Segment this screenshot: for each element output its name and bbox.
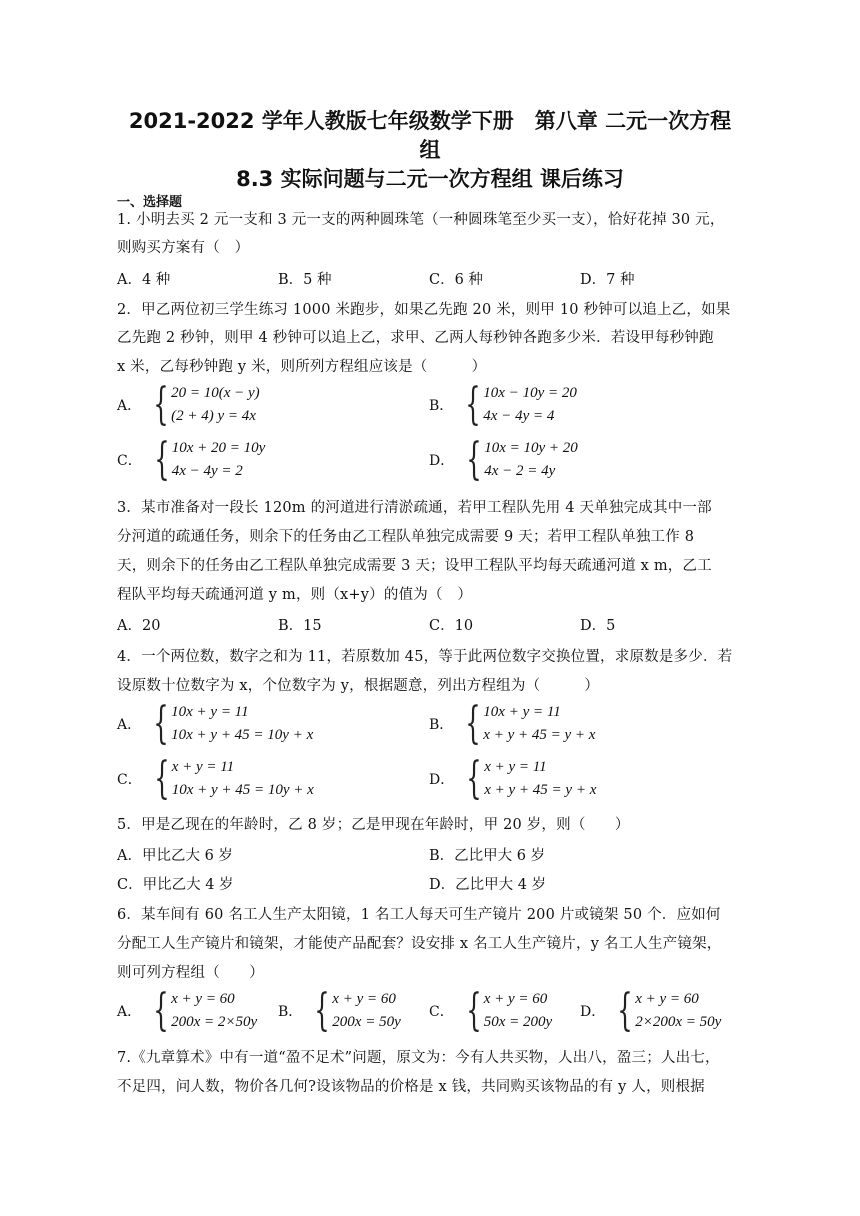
equation: 20 = 10(x − y) (171, 385, 260, 401)
q3-option-c: C．10 (429, 618, 474, 634)
section-heading: 一、选择题 (117, 195, 183, 210)
option-label: C． (429, 1004, 454, 1020)
brace-icon: { (314, 985, 330, 1036)
option-label: D． (429, 453, 455, 469)
q5-option-a: A．甲比乙大 6 岁 (117, 848, 233, 864)
option-label: A． (117, 717, 142, 733)
q2-option-b (429, 379, 577, 430)
q3-line1: 3．某市准备对一段长 120m 的河道进行清淤疏通，若甲工程队先用 4 天单独完成其中一部 (117, 500, 712, 516)
equation: x + y = 60 (635, 991, 699, 1007)
equation: x + y + 45 = y + x (484, 782, 597, 798)
q3-option-b: B．15 (278, 618, 322, 634)
q2-line1: 2．甲乙两位初三学生练习 1000 米跑步，如果乙先跑 20 米，则甲 10 秒钟可以追上乙，如果 (117, 302, 731, 318)
equation: 10x + y + 45 = 10y + x (171, 727, 314, 743)
equation: 10x + 20 = 10y (171, 440, 266, 456)
equation: 4x − 2 = 4y (484, 463, 556, 479)
option-label: C． (117, 772, 142, 788)
brace-icon: { (465, 379, 481, 430)
option-label: A． (117, 1004, 142, 1020)
equation: x + y = 60 (171, 991, 235, 1007)
q6-option-c (429, 985, 553, 1036)
q2-line3: x 米，乙每秒钟跑 y 米，则所列方程组应该是（ ） (117, 359, 487, 375)
q3-line3: 天，则余下的任务由乙工程队单独完成需要 3 天；设甲工程队平均每天疏通河道 x m，乙工 (117, 558, 712, 574)
q1-line1: 1. 小明去买 2 元一支和 3 元一支的两种圆珠笔（一种圆珠笔至少买一支），恰好花掉 30 元， (117, 212, 725, 228)
q2-line2: 乙先跑 2 秒钟，则甲 4 秒钟可以追上乙，求甲、乙两人每秒钟各跑多少米．若设甲每秒钟跑 (117, 330, 714, 346)
equation: 200x = 50y (332, 1014, 401, 1030)
q3-option-a: A．20 (117, 618, 161, 634)
equation: 10x − 10y = 20 (483, 385, 577, 401)
q1-line2: 则购买方案有（ ） (117, 240, 250, 256)
doc-title-line2: 组 (419, 138, 441, 162)
brace-icon: { (617, 985, 633, 1036)
brace-icon: { (466, 753, 482, 804)
q1-option-c: C．6 种 (429, 272, 483, 288)
brace-icon: { (466, 434, 482, 485)
q4-line1: 4．一个两位数，数字之和为 11，若原数加 45，等于此两位数字交换位置，求原数是多少．若 (117, 649, 733, 665)
equation: 4x − 4y = 4 (483, 408, 555, 424)
q4-option-b (429, 698, 596, 749)
option-label: B． (429, 717, 454, 733)
q1-option-b: B．5 种 (278, 272, 332, 288)
q3-option-d: D．5 (580, 618, 616, 634)
equation: 10x + y + 45 = 10y + x (171, 782, 314, 798)
q5-option-d: D．乙比甲大 4 岁 (429, 877, 547, 893)
option-label: A． (117, 398, 142, 414)
q6-line2: 分配工人生产镜片和镜架，才能使产品配套？设安排 x 名工人生产镜片，y 名工人生产镜架， (117, 936, 722, 952)
q4-option-c (117, 753, 314, 804)
equation: (2 + 4) y = 4x (171, 408, 256, 424)
q6-option-d (580, 985, 722, 1036)
equation: x + y + 45 = y + x (483, 727, 596, 743)
q4-option-d (429, 753, 597, 804)
option-label: C． (117, 453, 142, 469)
q4-option-a (117, 698, 314, 749)
doc-title-line1: 2021-2022 学年人教版七年级数学下册 第八章 二元一次方程 (128, 109, 732, 133)
equation: 50x = 200y (483, 1014, 553, 1030)
brace-icon: { (466, 985, 482, 1036)
q6-option-b (278, 985, 401, 1036)
option-label: D． (429, 772, 455, 788)
option-label: B． (278, 1004, 303, 1020)
equation: 10x + y = 11 (171, 704, 249, 720)
equation: 2×200x = 50y (635, 1014, 722, 1030)
option-label: D． (580, 1004, 606, 1020)
q3-line4: 程队平均每天疏通河道 y m，则（x+y）的值为（ ） (117, 587, 473, 603)
q1-option-a: A．4 种 (117, 272, 171, 288)
equation: 10x + y = 11 (483, 704, 561, 720)
q4-line2: 设原数十位数字为 x，个位数字为 y，根据题意，列出方程组为（ ） (117, 678, 600, 694)
equation: x + y = 60 (332, 991, 396, 1007)
q6-line3: 则可列方程组（ ） (117, 965, 264, 981)
q6-option-a (117, 985, 258, 1036)
brace-icon: { (154, 434, 170, 485)
brace-icon: { (153, 379, 169, 430)
q5-option-c: C．甲比乙大 4 岁 (117, 877, 234, 893)
q7-line2: 不足四，问人数，物价各几何?设该物品的价格是 x 钱，共同购买该物品的有 y 人，则根据 (117, 1079, 705, 1095)
q7-line1: 7.《九章算术》中有一道“盈不足术”问题，原文为：今有人共买物，人出八，盈三；人出七， (117, 1050, 720, 1066)
q2-option-a (117, 379, 260, 430)
q1-option-d: D．7 种 (580, 272, 635, 288)
equation: 10x = 10y + 20 (484, 440, 578, 456)
brace-icon: { (153, 698, 169, 749)
q5-option-b: B．乙比甲大 6 岁 (429, 848, 546, 864)
brace-icon: { (153, 985, 169, 1036)
equation: x + y = 11 (171, 759, 235, 775)
option-label: B． (429, 398, 454, 414)
q2-option-d (429, 434, 578, 485)
q6-line1: 6．某车间有 60 名工人生产太阳镜，1 名工人每天可生产镜片 200 片或镜架 50 个．应如何 (117, 907, 721, 923)
q2-option-c (117, 434, 266, 485)
equation: 4x − 4y = 2 (171, 463, 243, 479)
equation: x + y = 11 (484, 759, 547, 775)
q5-line1: 5．甲是乙现在的年龄时，乙 8 岁；乙是甲现在年龄时，甲 20 岁，则（ ） (117, 817, 630, 833)
brace-icon: { (465, 698, 481, 749)
doc-title-line3: 8.3 实际问题与二元一次方程组 课后练习 (236, 167, 624, 191)
q3-line2: 分河道的疏通任务，则余下的任务由乙工程队单独完成需要 9 天；若甲工程队单独工作 8 (117, 529, 695, 545)
brace-icon: { (154, 753, 170, 804)
equation: x + y = 60 (483, 991, 548, 1007)
equation: 200x = 2×50y (171, 1014, 258, 1030)
